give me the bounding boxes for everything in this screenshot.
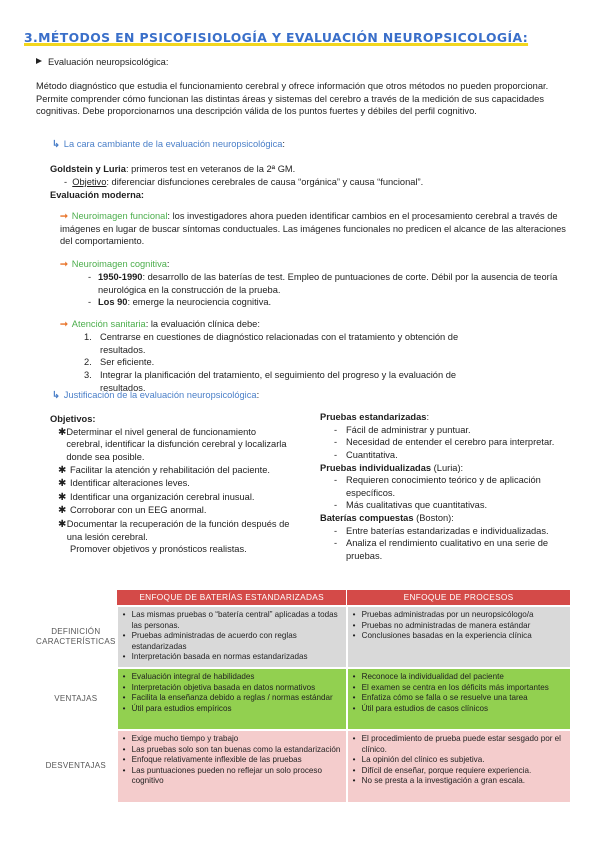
list-item-text: Integrar la planificación del tratamiento, el seguimiento del progreso y la evaluación de resultados. bbox=[100, 369, 457, 393]
atencion-sanitaria-list bbox=[84, 331, 504, 394]
list-item: 2. Ser eficiente. bbox=[84, 357, 155, 368]
table-row bbox=[36, 606, 570, 668]
atencion-sanitaria-heading bbox=[60, 318, 260, 331]
list-item: - Los 90: emerge la neurociencia cognitiva. bbox=[88, 297, 272, 308]
goldstein-bold: Goldstein y Luria bbox=[50, 164, 126, 174]
pruebas-group: Baterías compuestas (Boston): - Entre baterías estandarizadas e individualizadas. - Analiza el rendimiento cualitativo en una serie de pruebas. bbox=[320, 512, 580, 563]
right-arrow-icon: ➞ bbox=[60, 319, 68, 329]
list-item: - Necesidad de entender el cerebro para interpretar. bbox=[334, 437, 555, 448]
list-item: - 1950-1990: desarrollo de las baterías de test. Empleo de puntuaciones de corte. Débil por la ausencia de teoría neurológica en la construcción de la prueba. bbox=[88, 272, 558, 295]
examen-label: EXAMEN!! bbox=[35, 590, 109, 605]
objetivo-label: Objetivo bbox=[72, 177, 107, 187]
list-item: - Entre baterías estandarizadas e individualizadas. bbox=[334, 525, 549, 536]
section-heading bbox=[36, 56, 168, 69]
asterisk-icon: ✱ bbox=[58, 491, 67, 503]
pruebas-heading: Pruebas estandarizadas bbox=[320, 412, 427, 422]
cara-cambiante-text: La cara cambiante de la evaluación neuropsicológica bbox=[63, 139, 283, 149]
list-item: - Más cualitativas que cuantitativas. bbox=[334, 500, 488, 511]
list-item: ✱ Determinar el nivel general de funcionamiento cerebral, identificar la disfunción cerebral y localizarla donde sea posible. bbox=[58, 426, 287, 462]
cara-cambiante-heading: ↳ La cara cambiante de la evaluación neuropsicológica: bbox=[52, 139, 286, 149]
asterisk-icon: ✱ bbox=[58, 505, 67, 517]
list-item: • Evaluación integral de habilidades bbox=[122, 672, 342, 683]
list-item: • Enfatiza cómo se falla o se resuelve una tarea bbox=[352, 693, 566, 704]
list-item-text: : emerge la neurociencia cognitiva. bbox=[127, 297, 272, 308]
return-arrow-icon: ↳ bbox=[52, 139, 60, 149]
list-item: - Analiza el rendimiento cualitativo en una serie de pruebas. bbox=[334, 538, 549, 562]
row-label: DESVENTAJAS bbox=[45, 760, 107, 770]
list-item: - Cuantitativa. bbox=[334, 449, 398, 460]
table-cell bbox=[117, 730, 347, 802]
list-item: • Útil para estudios de casos clínicos bbox=[352, 704, 566, 715]
list-item: • Las puntuaciones pueden no reflejar un solo proceso cognitivo bbox=[122, 766, 342, 787]
pruebas-block bbox=[320, 411, 580, 563]
pruebas-heading: Baterías compuestas bbox=[320, 513, 414, 524]
justificacion-text: Justificación de la evaluación neuropsicológica bbox=[63, 390, 257, 400]
intro-paragraph: Método diagnóstico que estudia el funcionamiento cerebral y ofrece información que otros métodos no pueden proporcionar. Permite comprender cómo funcionan las distintas áreas y sistemas del cerebro a través de la medición de sus capacidades cognitivas. Debe proporcionarnos una descripción válida de los puntos fuertes y débiles del perfil cognitivo. bbox=[36, 81, 549, 117]
list-item: • Interpretación basada en normas estandarizadas bbox=[122, 652, 342, 663]
list-item: • El examen se centra en los déficits más importantes bbox=[352, 683, 566, 694]
list-item: • No se presta a la investigación a gran escala. bbox=[352, 776, 566, 787]
table-header-row bbox=[36, 590, 570, 606]
list-item: 3. Integrar la planificación del tratamiento, el seguimiento del progreso y la evaluación de resultados. bbox=[84, 369, 504, 394]
list-item: ✱ Corroborar con un EEG anormal. bbox=[58, 505, 207, 517]
pruebas-heading: Pruebas individualizadas bbox=[320, 462, 432, 473]
asterisk-icon: ✱ bbox=[58, 464, 67, 476]
neuroimagen-funcional-text: : los investigadores ahora pueden identificar cambios en el procesamiento cerebral a través de imágenes en lugar de buscar síntomas conductuales. Las imágenes funcionales no predicen el alcance de las alteraciones del comportamiento. bbox=[60, 211, 566, 247]
list-item: - Requieren conocimiento teórico y de aplicación específicos. bbox=[334, 475, 541, 498]
return-arrow-icon: ↳ bbox=[52, 390, 60, 400]
objetivo-line: - Objetivo: diferenciar disfunciones cerebrales de causa “orgánica” y causa “funcional”. bbox=[64, 177, 424, 187]
objetivos-block bbox=[50, 413, 290, 556]
goldstein-text: : primeros test en veteranos de la 2ª GM. bbox=[125, 164, 296, 174]
list-item-bold: Los 90 bbox=[98, 297, 128, 308]
list-item: • Pruebas administradas por un neuropsicólogo/a bbox=[352, 610, 566, 621]
comparison-table bbox=[36, 590, 570, 802]
list-item: • Exige mucho tiempo y trabajo bbox=[122, 734, 342, 745]
pruebas-group: Pruebas individualizadas (Luria): - Requieren conocimiento teórico y de aplicación específicos. - Más cualitativas que cuantitativas. bbox=[320, 462, 580, 513]
table-cell bbox=[117, 606, 347, 668]
neuroimagen-funcional-block bbox=[60, 210, 575, 248]
right-arrow-icon: ➞ bbox=[60, 259, 68, 269]
list-item: - Fácil de administrar y puntuar. bbox=[334, 424, 471, 435]
table-row bbox=[36, 668, 570, 730]
neuroimagen-cognitiva-heading: ➞ Neuroimagen cognitiva: bbox=[60, 259, 170, 269]
list-item: ✱ Documentar la recuperación de la función después de una lesión cerebral. bbox=[58, 518, 290, 542]
table-cell bbox=[117, 668, 347, 730]
list-item: • El procedimiento de prueba puede estar sesgado por el clínico. bbox=[352, 734, 566, 755]
eval-moderna-heading bbox=[50, 189, 144, 202]
neuroimagen-cognitiva-label: Neuroimagen cognitiva bbox=[71, 259, 167, 269]
table-row bbox=[36, 730, 570, 802]
objetivos-list bbox=[50, 426, 290, 556]
asterisk-icon: ✱ bbox=[58, 478, 67, 490]
list-item: ✱ Identificar alteraciones leves. bbox=[58, 478, 190, 490]
objetivo-text: : diferenciar disfunciones cerebrales de causa “orgánica” y causa “funcional”. bbox=[106, 177, 424, 187]
list-item: • Las mismas pruebas o “batería central” aplicadas a todas las personas. bbox=[122, 610, 342, 631]
list-item: • Enfoque relativamente inflexible de las pruebas bbox=[122, 755, 342, 766]
list-item-text: : desarrollo de las baterías de test. Empleo de puntuaciones de corte. Débil por la ausencia de teoría neurológica en la construcción de la prueba. bbox=[98, 272, 558, 295]
list-item: • Conclusiones basadas en la experiencia clínica bbox=[352, 631, 566, 642]
list-item: ✱ Identificar una organización cerebral inusual. bbox=[58, 491, 255, 503]
page-title: 3.MÉTODOS EN PSICOFISIOLOGÍA Y EVALUACIÓN NEUROPSICOLOGÍA: bbox=[24, 30, 529, 45]
atencion-sanitaria-text: : la evaluación clínica debe: bbox=[145, 319, 260, 329]
list-item: • Facilita la enseñanza debido a reglas / normas estándar bbox=[122, 693, 342, 704]
justificacion-heading: ↳ Justificación de la evaluación neuropsicológica: bbox=[52, 390, 260, 400]
table-cell bbox=[347, 606, 570, 668]
asterisk-icon: ✱ bbox=[58, 518, 67, 530]
list-item: • Reconoce la individualidad del paciente bbox=[352, 672, 566, 683]
row-label: DEFINICIÓN CARACTERÍSTICAS bbox=[36, 626, 116, 646]
list-item-bold: 1950-1990 bbox=[98, 272, 143, 282]
list-item-text: Ser eficiente. bbox=[100, 357, 155, 368]
table-header: ENFOQUE DE PROCESOS bbox=[347, 590, 570, 606]
list-item: 1. Centrarse en cuestiones de diagnóstico relacionadas con el tratamiento y obtención de resultados. bbox=[84, 331, 504, 356]
row-label: VENTAJAS bbox=[54, 693, 98, 703]
goldstein-line bbox=[50, 163, 295, 176]
list-item: • Interpretación objetiva basada en datos normativos bbox=[122, 683, 342, 694]
eval-moderna-text: Evaluación moderna: bbox=[50, 190, 145, 200]
table-cell bbox=[347, 730, 570, 802]
list-item: • Pruebas no administradas de manera estándar bbox=[352, 621, 566, 632]
list-item: ✱ Facilitar la atención y rehabilitación del paciente. bbox=[58, 464, 270, 476]
list-item: • Difícil de enseñar, porque requiere experiencia. bbox=[352, 766, 566, 777]
neuroimagen-cognitiva-list bbox=[88, 271, 576, 309]
table-cell bbox=[347, 668, 570, 730]
list-item-text: Centrarse en cuestiones de diagnóstico relacionadas con el tratamiento y obtención de resultados. bbox=[100, 332, 459, 355]
list-item: • Las pruebas solo son tan buenas como la estandarización bbox=[122, 745, 342, 756]
asterisk-icon: ✱ bbox=[58, 426, 67, 438]
list-item: • Pruebas administradas de acuerdo con reglas estandarizadas bbox=[122, 631, 342, 652]
right-arrow-icon: ➞ bbox=[60, 211, 68, 221]
table-header: ENFOQUE DE BATERÍAS ESTANDARIZADAS bbox=[117, 590, 347, 606]
section-heading-text: Evaluación neuropsicológica: bbox=[48, 57, 169, 67]
list-item: Promover objetivos y pronósticos realistas. bbox=[70, 544, 247, 555]
list-item: • La opinión del clínico es subjetiva. bbox=[352, 755, 566, 766]
objetivos-heading: Objetivos: bbox=[50, 414, 96, 424]
triangle-bullet-icon bbox=[36, 58, 42, 64]
atencion-sanitaria-label: Atención sanitaria bbox=[71, 319, 146, 329]
pruebas-group: Pruebas estandarizadas: - Fácil de administrar y puntuar. - Necesidad de entender el cerebro para interpretar. - Cuantitativa. bbox=[320, 411, 580, 462]
neuroimagen-funcional-label: Neuroimagen funcional bbox=[71, 211, 168, 221]
list-item: • Útil para estudios empíricos bbox=[122, 704, 342, 715]
